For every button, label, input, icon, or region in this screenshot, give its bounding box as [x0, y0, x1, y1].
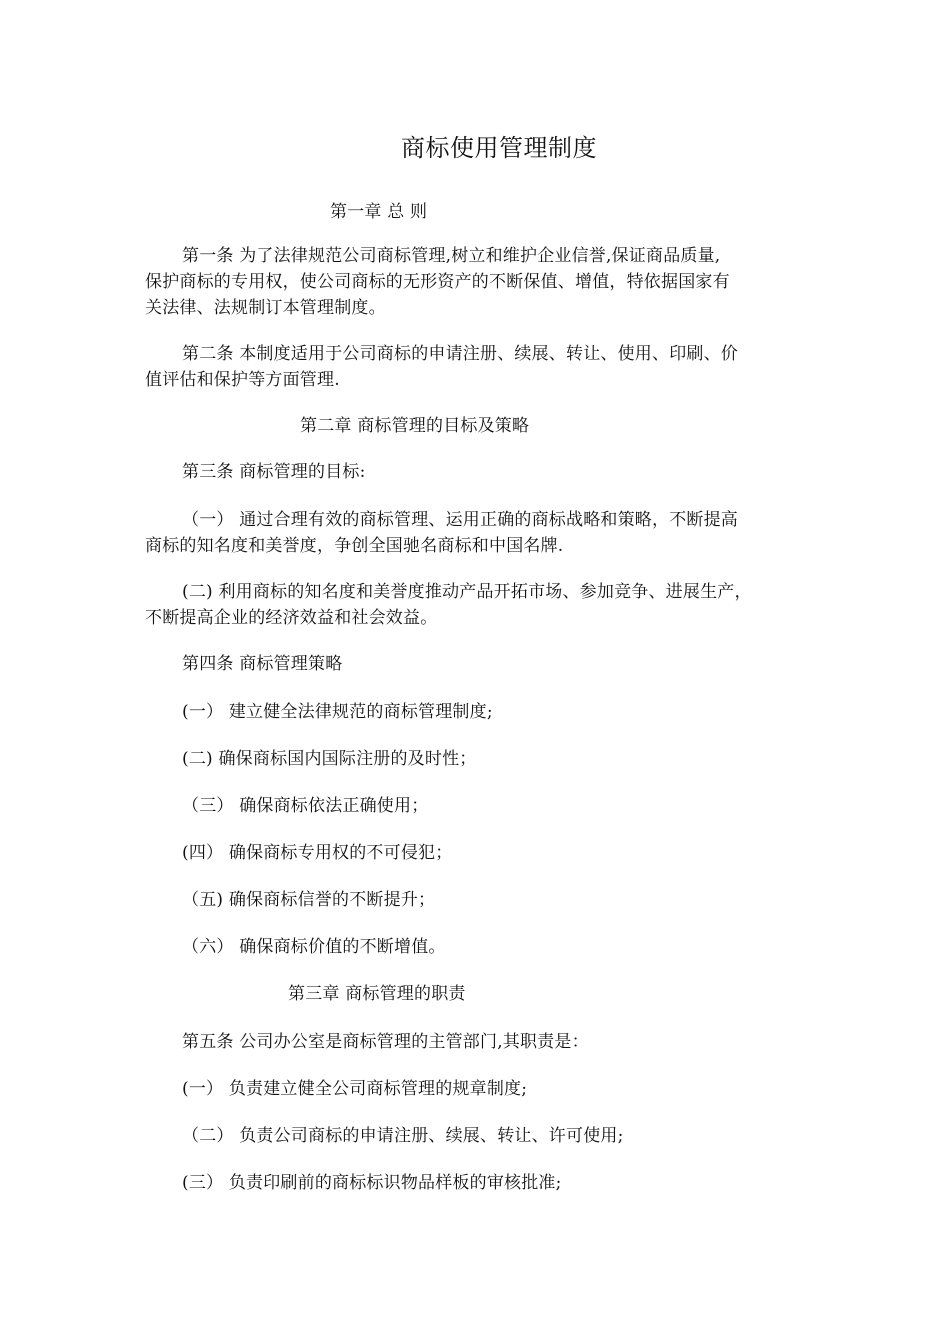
article-3-heading: 第三条 商标管理的目标:	[182, 462, 366, 482]
article-1-line-1: 第一条 为了法律规范公司商标管理,树立和维护企业信誉,保证商品质量,	[182, 246, 721, 266]
article-4-item-2: (二) 确保商标国内国际注册的及时性；	[182, 749, 477, 769]
article-4-item-4: (四） 确保商标专用权的不可侵犯；	[182, 843, 453, 863]
article-3-item-1-line-1: （一） 通过合理有效的商标管理、运用正确的商标战略和策略，不断提高	[182, 510, 739, 530]
article-2-line-1: 第二条 本制度适用于公司商标的申请注册、续展、转让、使用、印刷、价	[182, 344, 739, 364]
article-4-item-1: (一） 建立健全法律规范的商标管理制度;	[182, 702, 493, 722]
article-4-item-5: （五) 确保商标信誉的不断提升；	[182, 890, 436, 910]
article-2-line-2: 值评估和保护等方面管理.	[145, 370, 340, 390]
article-3-item-2-line-2: 不断提高企业的经济效益和社会效益。	[145, 608, 438, 628]
chapter-1-heading: 第一章 总 则	[330, 202, 428, 222]
article-3-item-1-line-2: 商标的知名度和美誉度，争创全国驰名商标和中国名牌.	[145, 536, 564, 556]
article-3-item-2-line-1: (二) 利用商标的知名度和美誉度推动产品开拓市场、参加竞争、进展生产，	[182, 582, 752, 602]
article-5-heading: 第五条 公司办公室是商标管理的主管部门,其职责是：	[182, 1032, 589, 1052]
article-1-line-3: 关法律、法规制订本管理制度。	[145, 298, 386, 318]
article-4-heading: 第四条 商标管理策略	[182, 654, 343, 674]
article-4-item-3: （三） 确保商标依法正确使用；	[182, 796, 429, 816]
chapter-3-heading: 第三章 商标管理的职责	[288, 984, 466, 1004]
document-title: 商标使用管理制度	[401, 134, 597, 162]
article-5-item-3: (三） 负责印刷前的商标标识物品样板的审核批准;	[182, 1173, 562, 1193]
article-4-item-6: （六） 确保商标价值的不断增值。	[182, 937, 446, 957]
article-5-item-1: (一） 负责建立健全公司商标管理的规章制度;	[182, 1079, 528, 1099]
article-5-item-2: （二） 负责公司商标的申请注册、续展、转让、许可使用;	[182, 1126, 624, 1146]
chapter-2-heading: 第二章 商标管理的目标及策略	[300, 416, 530, 436]
article-1-line-2: 保护商标的专用权，使公司商标的无形资产的不断保值、增值，特依据国家有	[145, 272, 730, 292]
